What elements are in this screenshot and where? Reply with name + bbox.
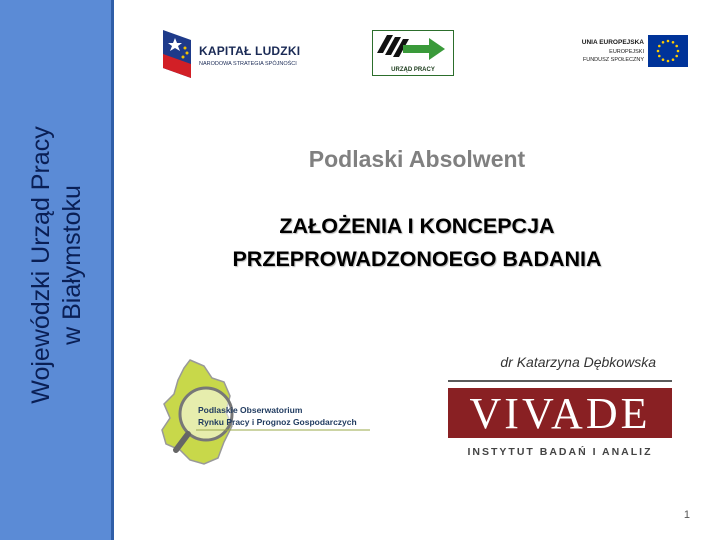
observatorium-line2: Rynku Pracy i Prognoz Gospodarczych (198, 417, 357, 427)
slide-title-line2: PRZEPROWADZONOEGO BADANIA (232, 247, 602, 271)
urzad-pracy-arrow-icon (373, 31, 453, 65)
sidebar-line2: w Białymstoku (58, 185, 86, 345)
urzad-pracy-logo (372, 30, 454, 76)
vivade-name: VIVADE (448, 388, 672, 438)
observatorium-logo (160, 358, 380, 472)
urzad-pracy-label: URZĄD PRACY (391, 67, 435, 73)
kapital-ludzki-subtitle: NARODOWA STRATEGIA SPÓJNOŚCI (199, 61, 297, 67)
podlasie-map-magnifier-icon (160, 358, 380, 472)
sidebar-line1: Wojewódzki Urząd Pracy (27, 126, 55, 404)
slide-subtitle: Podlaski Absolwent (308, 146, 526, 172)
kapital-ludzki-title: KAPITAŁ LUDZKI (199, 44, 301, 58)
vivade-top-rule (448, 380, 672, 382)
kapital-ludzki-logo (163, 30, 303, 82)
vivade-logo (448, 380, 672, 464)
eu-line1: UNIA EUROPEJSKA (581, 39, 644, 46)
page-number: 1 (683, 509, 690, 521)
eu-line2: EUROPEJSKI (609, 49, 644, 55)
slide-title (114, 210, 720, 276)
sidebar-band (0, 0, 114, 540)
eu-logo (556, 33, 688, 69)
eu-line3: FUNDUSZ SPOŁECZNY (582, 57, 644, 63)
vivade-tagline: INSTYTUT BADAŃ I ANALIZ (467, 446, 653, 458)
kapital-ludzki-emblem-icon (163, 30, 195, 80)
eu-flag-icon (648, 35, 688, 67)
sidebar-institution-name (26, 50, 88, 480)
author-name: dr Katarzyna Dębkowska (500, 354, 656, 370)
observatorium-line1: Podlaskie Obserwatorium (198, 405, 303, 415)
slide-title-line1: ZAŁOŻENIA I KONCEPCJA (279, 214, 555, 238)
